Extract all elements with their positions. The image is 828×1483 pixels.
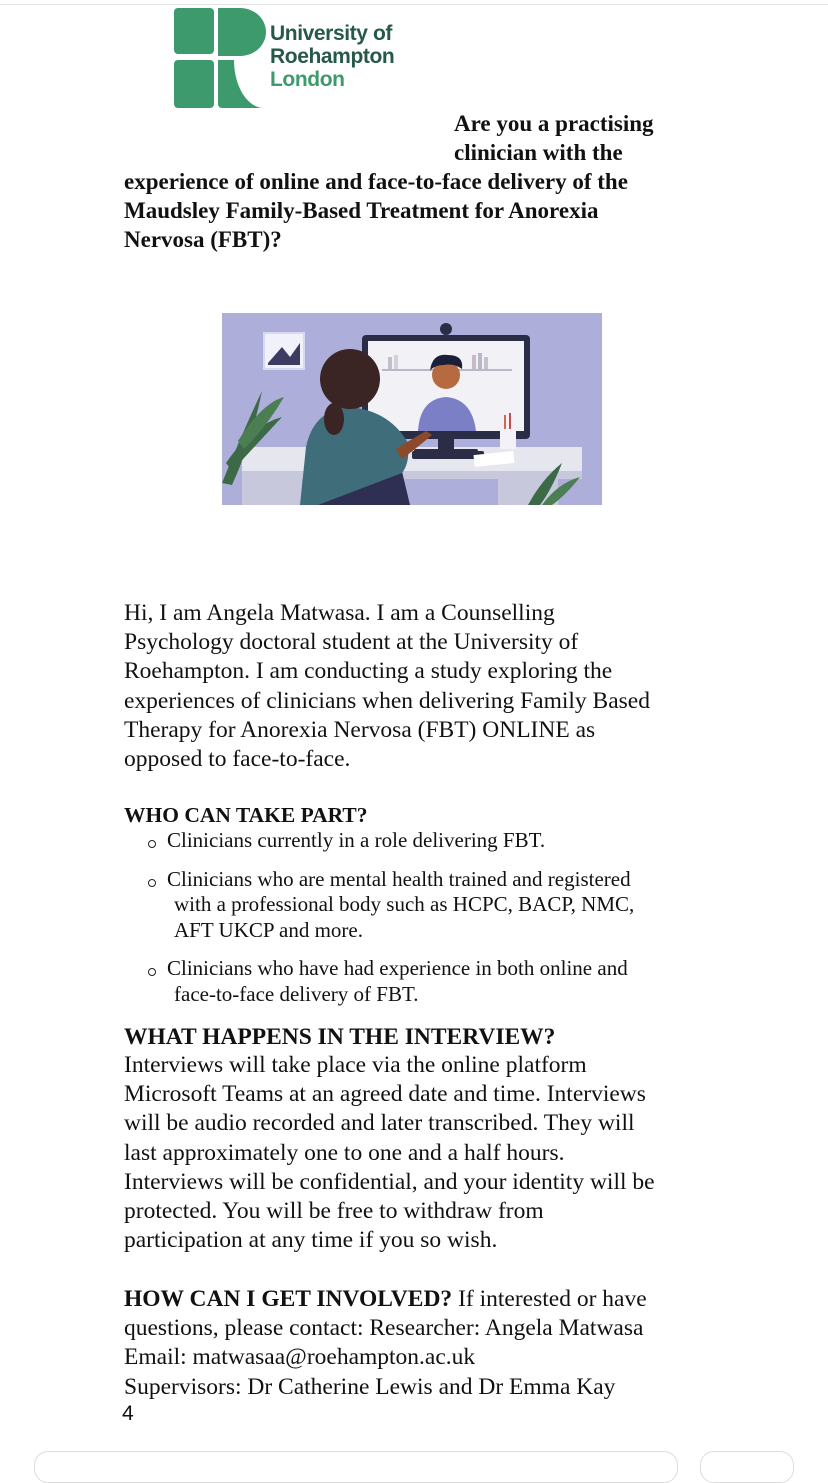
- contact-line-2: questions, please contact: Researcher: Angela Matwasa: [124, 1315, 644, 1342]
- bottom-action-button[interactable]: [700, 1451, 794, 1483]
- headline-line-1: Are you a practising: [454, 111, 654, 136]
- top-divider: [0, 4, 828, 5]
- page-number: 4: [122, 1402, 134, 1425]
- who-heading: WHO CAN TAKE PART?: [124, 803, 368, 827]
- circle-bullet-icon: [148, 968, 156, 976]
- logo-line-2: Roehampton: [270, 45, 395, 68]
- roehampton-logo-icon: [172, 6, 266, 110]
- list-item: [148, 828, 748, 854]
- list-item-line: Clinicians currently in a role delivering FBT.: [167, 828, 546, 852]
- headline-line-2: clinician with the: [454, 140, 623, 165]
- intro-line: experiences of clinicians when delivering Family Based: [124, 687, 650, 714]
- involved-intro: If interested or have: [452, 1286, 647, 1312]
- list-item-line: face-to-face delivery of FBT.: [174, 981, 419, 1006]
- circle-bullet-icon: [148, 879, 156, 887]
- list-item-line: with a professional body such as HCPC, BACP, NMC,: [174, 892, 635, 916]
- intro-line: Psychology doctoral student at the University of: [124, 629, 579, 656]
- interview-line: protected. You will be free to withdraw from: [124, 1198, 544, 1225]
- interview-line: participation at any time if you so wish.: [124, 1227, 498, 1254]
- list-item-line: Clinicians who have had experience in both online and: [167, 956, 628, 980]
- intro-line: Therapy for Anorexia Nervosa (FBT) ONLINE as: [124, 716, 596, 743]
- university-logo: [172, 6, 412, 112]
- list-item: [148, 867, 748, 944]
- list-item-line: Clinicians who are mental health trained and registered: [167, 866, 631, 891]
- headline-line-5: Nervosa (FBT)?: [124, 227, 282, 252]
- headline-line-4: Maudsley Family-Based Treatment for Anorexia: [124, 198, 599, 223]
- logo-block-tr: [218, 8, 266, 56]
- contact-line-1: [124, 1285, 724, 1314]
- list-item-line: AFT UKCP and more.: [174, 917, 363, 942]
- video-call-illustration: [222, 313, 602, 505]
- interview-line: Microsoft Teams at an agreed date and time. Interviews: [124, 1081, 646, 1108]
- intro-paragraph: [124, 599, 724, 774]
- intro-line: Roehampton. I am conducting a study exploring the: [124, 658, 613, 685]
- involved-heading: HOW CAN I GET INVOLVED?: [124, 1286, 453, 1312]
- intro-line: Hi, I am Angela Matwasa. I am a Counselling: [124, 600, 555, 626]
- logo-wordmark: [270, 22, 394, 91]
- logo-block-br: [218, 60, 264, 108]
- eligibility-list: [148, 828, 748, 1020]
- logo-line-1: University of: [270, 22, 392, 45]
- logo-block-bl: [174, 60, 214, 108]
- headline-line-3: experience of online and face-to-face delivery of the: [124, 169, 628, 194]
- logo-line-3: London: [270, 68, 345, 91]
- contact-email[interactable]: Email: matwasaa@roehampton.ac.uk: [124, 1344, 476, 1371]
- interview-paragraph: [124, 1051, 724, 1255]
- bottom-input-bar[interactable]: [34, 1451, 678, 1483]
- intro-line: opposed to face-to-face.: [124, 746, 351, 773]
- interview-heading: WHAT HAPPENS IN THE INTERVIEW?: [124, 1024, 556, 1050]
- interview-line: will be audio recorded and later transcribed. They will: [124, 1110, 635, 1137]
- interview-line: last approximately one to one and a half hours.: [124, 1139, 565, 1166]
- circle-bullet-icon: [148, 840, 156, 848]
- contact-paragraph: [124, 1285, 724, 1402]
- contact-supervisors: Supervisors: Dr Catherine Lewis and Dr Emma Kay: [124, 1373, 616, 1400]
- interview-line: Interviews will be confidential, and your identity will be: [124, 1168, 655, 1195]
- interview-line: Interviews will take place via the online platform: [124, 1052, 587, 1078]
- list-item: [148, 956, 748, 1007]
- logo-block-tl: [174, 8, 214, 54]
